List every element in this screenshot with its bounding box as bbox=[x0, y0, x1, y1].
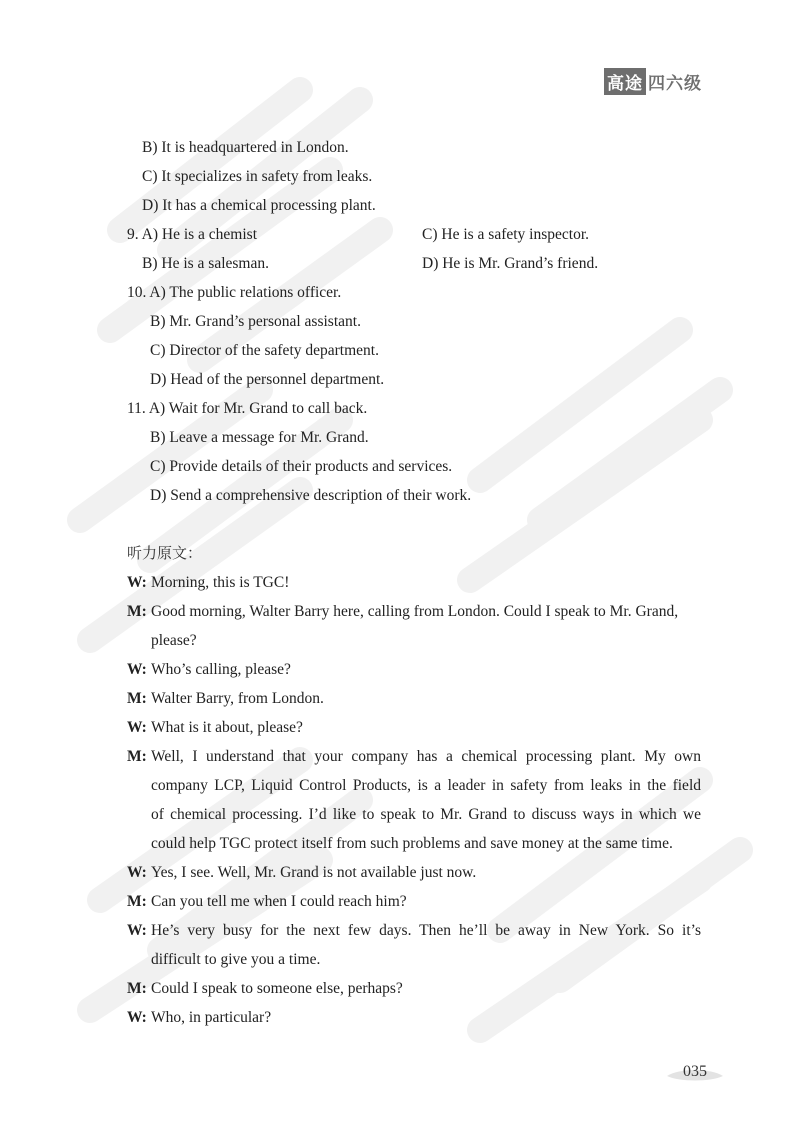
speaker-label: M: bbox=[127, 893, 147, 910]
dialogue-text: Walter Barry, from London. bbox=[151, 690, 324, 707]
question-11-option-a: 11. A) Wait for Mr. Grand to call back. bbox=[127, 400, 368, 417]
brand-logo bbox=[604, 68, 702, 95]
speaker-label: W: bbox=[127, 922, 147, 939]
speaker-label: M: bbox=[127, 690, 147, 707]
dialogue-text: He’s very busy for the next few days. Then he’ll be away in New York. So it’s bbox=[151, 922, 701, 939]
question-11-option-c: C) Provide details of their products and services. bbox=[150, 458, 453, 475]
speaker-label: W: bbox=[127, 574, 147, 591]
dialogue-text: please? bbox=[151, 632, 197, 649]
question-11-option-d: D) Send a comprehensive description of their work. bbox=[150, 487, 472, 504]
dialogue-text: Can you tell me when I could reach him? bbox=[151, 893, 407, 910]
speaker-label: W: bbox=[127, 661, 147, 678]
question-9-option-b: B) He is a salesman. bbox=[142, 255, 269, 272]
dialogue-text: Who, in particular? bbox=[151, 1009, 272, 1026]
dialogue-text: difficult to give you a time. bbox=[151, 951, 321, 968]
question-10-option-d: D) Head of the personnel department. bbox=[150, 371, 385, 388]
question-9-option-d: D) He is Mr. Grand’s friend. bbox=[422, 255, 599, 272]
dialogue-text: could help TGC protect itself from such problems and save money at the same time. bbox=[151, 835, 673, 852]
transcript-title: 听力原文： bbox=[127, 544, 203, 562]
dialogue-text: Well, I understand that your company has a chemical processing plant. My own bbox=[151, 748, 701, 765]
page-number-text: 035 bbox=[683, 1063, 707, 1080]
question-11-option-b: B) Leave a message for Mr. Grand. bbox=[150, 429, 369, 446]
speaker-label: W: bbox=[127, 719, 147, 736]
page-number bbox=[665, 1062, 725, 1088]
question-9-option-c: C) He is a safety inspector. bbox=[422, 226, 590, 243]
dialogue-text: Good morning, Walter Barry here, calling from London. Could I speak to Mr. Grand, bbox=[151, 603, 679, 620]
option-line: B) It is headquartered in London. bbox=[142, 139, 349, 156]
dialogue-text: Yes, I see. Well, Mr. Grand is not available just now. bbox=[151, 864, 477, 881]
speaker-label: M: bbox=[127, 748, 147, 765]
dialogue-text: Could I speak to someone else, perhaps? bbox=[151, 980, 403, 997]
brand-text: 四六级 bbox=[648, 74, 702, 94]
dialogue-text: Morning, this is TGC! bbox=[151, 574, 290, 591]
question-9-option-a: 9. A) He is a chemist bbox=[127, 226, 258, 243]
speaker-label: M: bbox=[127, 980, 147, 997]
dialogue-text: What is it about, please? bbox=[151, 719, 303, 736]
question-10-option-c: C) Director of the safety department. bbox=[150, 342, 379, 359]
question-10-option-a: 10. A) The public relations officer. bbox=[127, 284, 342, 301]
speaker-label: W: bbox=[127, 1009, 147, 1026]
speaker-label: M: bbox=[127, 603, 147, 620]
question-10-option-b: B) Mr. Grand’s personal assistant. bbox=[150, 313, 361, 330]
brand-box: 高途 bbox=[604, 68, 646, 95]
dialogue-text: Who’s calling, please? bbox=[151, 661, 291, 678]
dialogue-text: of chemical processing. I’d like to speak to Mr. Grand to discuss ways in which we bbox=[151, 806, 701, 823]
option-line: C) It specializes in safety from leaks. bbox=[142, 168, 373, 185]
option-line: D) It has a chemical processing plant. bbox=[142, 197, 376, 214]
dialogue-text: company LCP, Liquid Control Products, is a leader in safety from leaks in the field bbox=[151, 777, 701, 794]
speaker-label: W: bbox=[127, 864, 147, 881]
